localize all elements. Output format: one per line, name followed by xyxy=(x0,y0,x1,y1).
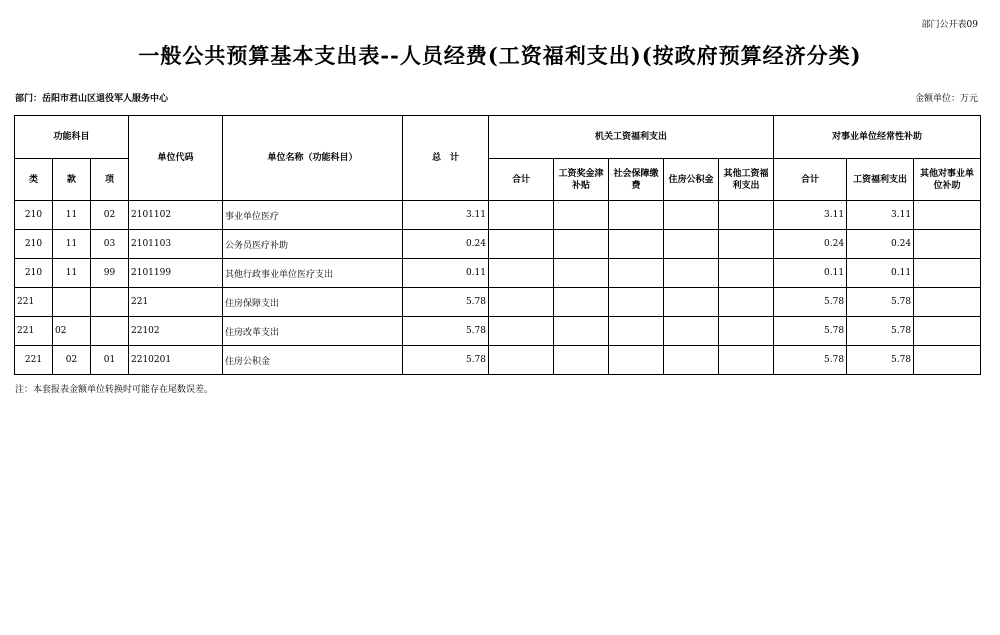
cell-kuan: 11 xyxy=(53,230,91,259)
header-subsidy-welfare: 工资福利支出 xyxy=(847,159,914,201)
amount-unit-label: 金额单位：万元 xyxy=(914,94,978,104)
table-row xyxy=(15,259,981,288)
page-title: 一般公共预算基本支出表--人员经费(工资福利支出)(按政府预算经济分类) xyxy=(138,43,862,68)
cell-agency-total xyxy=(489,346,554,375)
cell-total: 0.11 xyxy=(403,259,489,288)
cell-kuan: 02 xyxy=(53,317,91,346)
header-lei: 类 xyxy=(15,159,53,201)
cell-xiang: 01 xyxy=(91,346,129,375)
cell-xiang: 99 xyxy=(91,259,129,288)
header-institution-subsidy: 对事业单位经常性补助 xyxy=(774,116,981,159)
cell-agency-housing xyxy=(664,201,719,230)
cell-subsidy-other xyxy=(914,346,981,375)
cell-lei: 221 xyxy=(15,317,53,346)
cell-subsidy-welfare: 5.78 xyxy=(847,346,914,375)
cell-subsidy-welfare: 5.78 xyxy=(847,288,914,317)
cell-subsidy-other xyxy=(914,259,981,288)
cell-subsidy-other xyxy=(914,201,981,230)
cell-name: 公务员医疗补助 xyxy=(223,230,403,259)
header-xiang: 项 xyxy=(91,159,129,201)
cell-agency-social xyxy=(609,230,664,259)
header-total: 总 计 xyxy=(403,116,489,201)
cell-agency-other xyxy=(719,346,774,375)
table-row xyxy=(15,317,981,346)
cell-total: 5.78 xyxy=(403,288,489,317)
cell-agency-bonus xyxy=(554,201,609,230)
cell-name: 住房保障支出 xyxy=(223,288,403,317)
cell-code: 2101102 xyxy=(129,201,223,230)
header-subsidy-total: 合计 xyxy=(774,159,847,201)
form-number: 部门公开表09 xyxy=(921,20,978,30)
cell-subsidy-other xyxy=(914,230,981,259)
budget-table xyxy=(14,115,981,375)
cell-agency-other xyxy=(719,201,774,230)
department-label: 部门：岳阳市君山区退役军人服务中心 xyxy=(15,94,169,104)
cell-xiang xyxy=(91,288,129,317)
header-agency-social: 社会保障缴费 xyxy=(609,159,664,201)
cell-subsidy-other xyxy=(914,288,981,317)
header-unit-code: 单位代码 xyxy=(129,116,223,201)
table-row xyxy=(15,201,981,230)
cell-subsidy-total: 5.78 xyxy=(774,288,847,317)
header-subsidy-other: 其他对事业单位补助 xyxy=(914,159,981,201)
cell-kuan: 02 xyxy=(53,346,91,375)
table-row xyxy=(15,288,981,317)
cell-agency-other xyxy=(719,317,774,346)
cell-agency-other xyxy=(719,230,774,259)
cell-code: 2210201 xyxy=(129,346,223,375)
cell-name: 事业单位医疗 xyxy=(223,201,403,230)
cell-subsidy-welfare: 0.11 xyxy=(847,259,914,288)
cell-agency-housing xyxy=(664,288,719,317)
cell-subsidy-welfare: 5.78 xyxy=(847,317,914,346)
cell-agency-total xyxy=(489,259,554,288)
cell-kuan xyxy=(53,288,91,317)
cell-subsidy-total: 0.24 xyxy=(774,230,847,259)
cell-agency-total xyxy=(489,288,554,317)
cell-agency-social xyxy=(609,317,664,346)
cell-agency-housing xyxy=(664,230,719,259)
cell-agency-social xyxy=(609,346,664,375)
table-row xyxy=(15,230,981,259)
cell-agency-bonus xyxy=(554,317,609,346)
header-unit-name: 单位名称（功能科目） xyxy=(223,116,403,201)
cell-code: 221 xyxy=(129,288,223,317)
header-func-subject: 功能科目 xyxy=(15,116,129,159)
cell-name: 住房改革支出 xyxy=(223,317,403,346)
cell-code: 2101103 xyxy=(129,230,223,259)
cell-agency-housing xyxy=(664,259,719,288)
cell-subsidy-welfare: 3.11 xyxy=(847,201,914,230)
cell-total: 5.78 xyxy=(403,317,489,346)
cell-agency-social xyxy=(609,259,664,288)
cell-agency-social xyxy=(609,288,664,317)
cell-name: 其他行政事业单位医疗支出 xyxy=(223,259,403,288)
cell-xiang xyxy=(91,317,129,346)
header-agency-other: 其他工资福利支出 xyxy=(719,159,774,201)
cell-agency-total xyxy=(489,230,554,259)
cell-xiang: 03 xyxy=(91,230,129,259)
cell-lei: 210 xyxy=(15,230,53,259)
cell-kuan: 11 xyxy=(53,259,91,288)
cell-agency-other xyxy=(719,259,774,288)
cell-agency-total xyxy=(489,317,554,346)
cell-lei: 210 xyxy=(15,201,53,230)
header-agency-housing: 住房公积金 xyxy=(664,159,719,201)
cell-code: 2101199 xyxy=(129,259,223,288)
cell-agency-housing xyxy=(664,346,719,375)
cell-agency-bonus xyxy=(554,346,609,375)
cell-lei: 221 xyxy=(15,346,53,375)
cell-lei: 210 xyxy=(15,259,53,288)
footnote: 注：本套报表金额单位转换时可能存在尾数误差。 xyxy=(15,385,214,395)
cell-agency-bonus xyxy=(554,259,609,288)
cell-agency-housing xyxy=(664,317,719,346)
cell-subsidy-total: 0.11 xyxy=(774,259,847,288)
cell-total: 0.24 xyxy=(403,230,489,259)
header-agency-welfare: 机关工资福利支出 xyxy=(489,116,774,159)
cell-code: 22102 xyxy=(129,317,223,346)
cell-kuan: 11 xyxy=(53,201,91,230)
cell-agency-bonus xyxy=(554,230,609,259)
cell-subsidy-welfare: 0.24 xyxy=(847,230,914,259)
cell-total: 3.11 xyxy=(403,201,489,230)
header-agency-total: 合计 xyxy=(489,159,554,201)
header-kuan: 款 xyxy=(53,159,91,201)
cell-lei: 221 xyxy=(15,288,53,317)
cell-xiang: 02 xyxy=(91,201,129,230)
cell-agency-social xyxy=(609,201,664,230)
cell-name: 住房公积金 xyxy=(223,346,403,375)
header-agency-bonus: 工资奖金津补贴 xyxy=(554,159,609,201)
cell-subsidy-total: 5.78 xyxy=(774,346,847,375)
cell-subsidy-total: 3.11 xyxy=(774,201,847,230)
cell-total: 5.78 xyxy=(403,346,489,375)
cell-agency-total xyxy=(489,201,554,230)
cell-agency-bonus xyxy=(554,288,609,317)
cell-agency-other xyxy=(719,288,774,317)
cell-subsidy-total: 5.78 xyxy=(774,317,847,346)
table-row xyxy=(15,346,981,375)
cell-subsidy-other xyxy=(914,317,981,346)
